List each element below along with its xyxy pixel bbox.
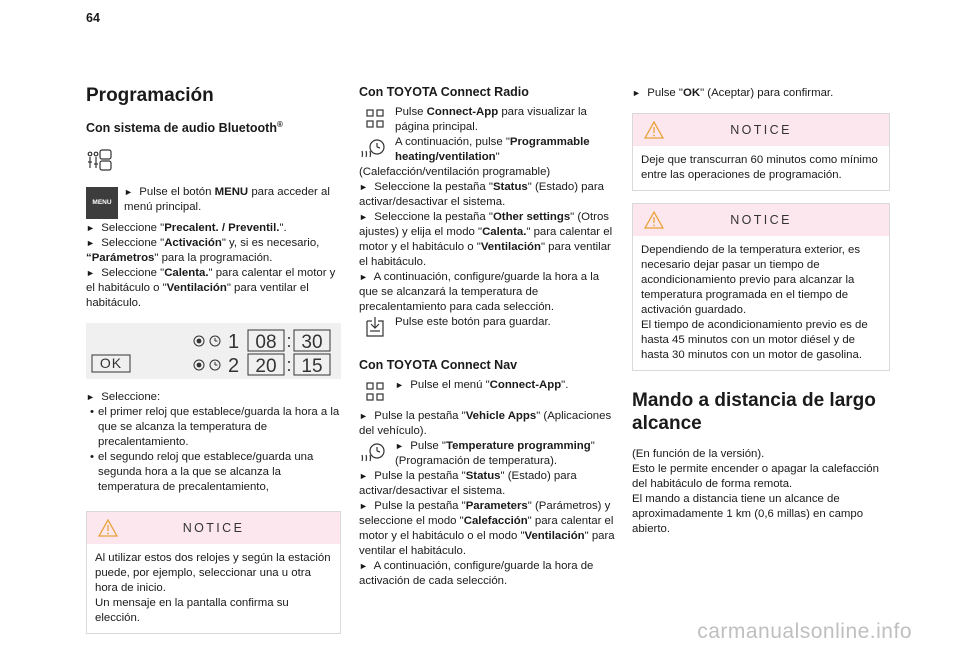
clock-2-row xyxy=(194,354,330,377)
column-1: Programación Con sistema de audio Bluetooth® MENU ► Pulse el botón MENU para acceder al menú principal. ► Seleccione "Precalent. / Preventil.". ► Seleccione "Activación" y, si es necesario, “Parámetros" para la programación. ► Seleccione "Calenta." para calentar el motor y el habitáculo o "Ventilación" para ventilar el habitáculo. OK 1 08 : 30 2 20 : 15 ► Seleccione: • el primer reloj que establece/guarda la hora a la que se alcanza la temperatura de precalentamiento. • el segundo reloj que establece/guarda una segunda hora a la que se alcanza la temperatura de precalentamiento, NOTICE Al utilizar estos dos relojes y según la estación puede, por ejemplo, seleccionar una u otra hora de inicio. Un mensaje en la pantalla confirma su elección. xyxy=(86,84,341,634)
clock-1-row xyxy=(194,330,330,353)
menu-button-icon: MENU xyxy=(86,187,118,219)
audio-system-icon xyxy=(86,148,341,177)
notice-label: NOTICE xyxy=(730,213,792,227)
heating-timer-icon xyxy=(359,441,387,463)
section-title: Programación xyxy=(86,85,214,106)
list-item: • el primer reloj que establece/guarda la hora a la que se alcanza la temperatura de precalentamiento. xyxy=(90,406,340,448)
clock-1-hours: 08 xyxy=(255,332,277,353)
notice-box: NOTICE Deje que transcurran 60 minutos como mínimo entre las operaciones de programación. xyxy=(632,113,890,191)
heating-timer-icon xyxy=(359,137,387,159)
programming-display xyxy=(86,323,341,379)
heading-connect-radio: Con TOYOTA Connect Radio xyxy=(359,85,529,99)
clock-1-minutes: 30 xyxy=(301,332,323,353)
clock-1-separator: : xyxy=(286,331,292,351)
clock-1-number: 1 xyxy=(228,331,240,353)
clock-2-number: 2 xyxy=(228,355,240,377)
save-icon xyxy=(365,316,385,338)
apps-grid-icon xyxy=(365,381,385,403)
menu-instructions: MENU ► Pulse el botón MENU para acceder al menú principal. xyxy=(86,185,341,221)
clock-2-separator: : xyxy=(286,355,292,375)
notice-box: NOTICE Dependiendo de la temperatura exterior, es necesario dejar pasar un tiempo de acondicionamiento previo para alcanzar la temperatura programada en el tiempo de activación guardado. El tiempo de acondicionamiento previo es de hasta 45 minutos con un motor diésel y de hasta 30 minutos con un motor de gasolina. xyxy=(632,203,890,371)
subtitle-bluetooth: Con sistema de audio Bluetooth® xyxy=(86,119,283,135)
heading-connect-nav: Con TOYOTA Connect Nav xyxy=(359,358,518,372)
notice-label: NOTICE xyxy=(730,123,792,137)
clock-2-minutes: 15 xyxy=(301,356,323,377)
column-2: Con TOYOTA Connect Radio Pulse Connect-App para visualizar la página principal. A continuación, pulse "Programmable heating/ventilation" (Calefacción/ventilación programable) ► Seleccione la pestaña "Status" (Estado) para activar/desactivar el sistema. ► Seleccione la pestaña "Other settings" (Otros ajustes) y elija el modo "Calenta." para calentar el motor y el habitáculo o "Ventilación" para ventilar el habitáculo. ► A continuación, configure/guarde la hora a la que se alcanzará la temperatura de precalentamiento para cada selección. Pulse este botón para guardar. Con TOYOTA Connect Nav ► Pulse el menú "Connect-App". ► Pulse la pestaña "Vehicle Apps" (Aplicaciones del vehículo). ► Pulse "Temperature programming" (Programación de temperatura). ► Pulse la pestaña "Status" (Estado) para activar/desactivar el sistema. ► Pulse la pestaña "Parameters" (Parámetros) y seleccione el modo "Calefacción" para calentar el motor y el habitáculo o el modo "Ventilación" para ventilar el habitáculo. ► A continuación, configure/guarde la hora de activación de cada selección. xyxy=(359,85,615,587)
clock-2-hours: 20 xyxy=(255,356,277,377)
column-3: ► Pulse "OK" (Aceptar) para confirmar. NOTICE Deje que transcurran 60 minutos como mínimo entre las operaciones de programación. NOTICE Dependiendo de la temperatura exterior, es necesario dejar pasar un tiempo de acondicionamiento previo para alcanzar la temperatura programada en el tiempo de activación guardado. El tiempo de acondicionamiento previo es de hasta 45 minutos con un motor diésel y de hasta 30 minutos con un motor de gasolina. Mando a distancia de largo alcance (En función de la versión). Esto le permite encender o apagar la calefacción del habitáculo de forma remota. El mando a distancia tiene un alcance de aproximadamente 1 km (0,6 millas) en campo abierto. xyxy=(632,84,890,537)
list-item: • el segundo reloj que establece/guarda una segunda hora a la que se alcanza la temperatura de precalentamiento, xyxy=(90,451,314,493)
ok-display-label: OK xyxy=(99,355,123,371)
heading-remote: Mando a distancia de largo alcance xyxy=(632,390,876,434)
watermark: carmanualsonline.info xyxy=(697,620,912,643)
page-number: 64 xyxy=(86,11,100,25)
notice-label: NOTICE xyxy=(182,521,245,535)
notice-box: NOTICE Al utilizar estos dos relojes y según la estación puede, por ejemplo, seleccionar una u otra hora de inicio. Un mensaje en la pantalla confirma su elección. xyxy=(86,511,341,634)
apps-grid-icon xyxy=(365,108,385,130)
